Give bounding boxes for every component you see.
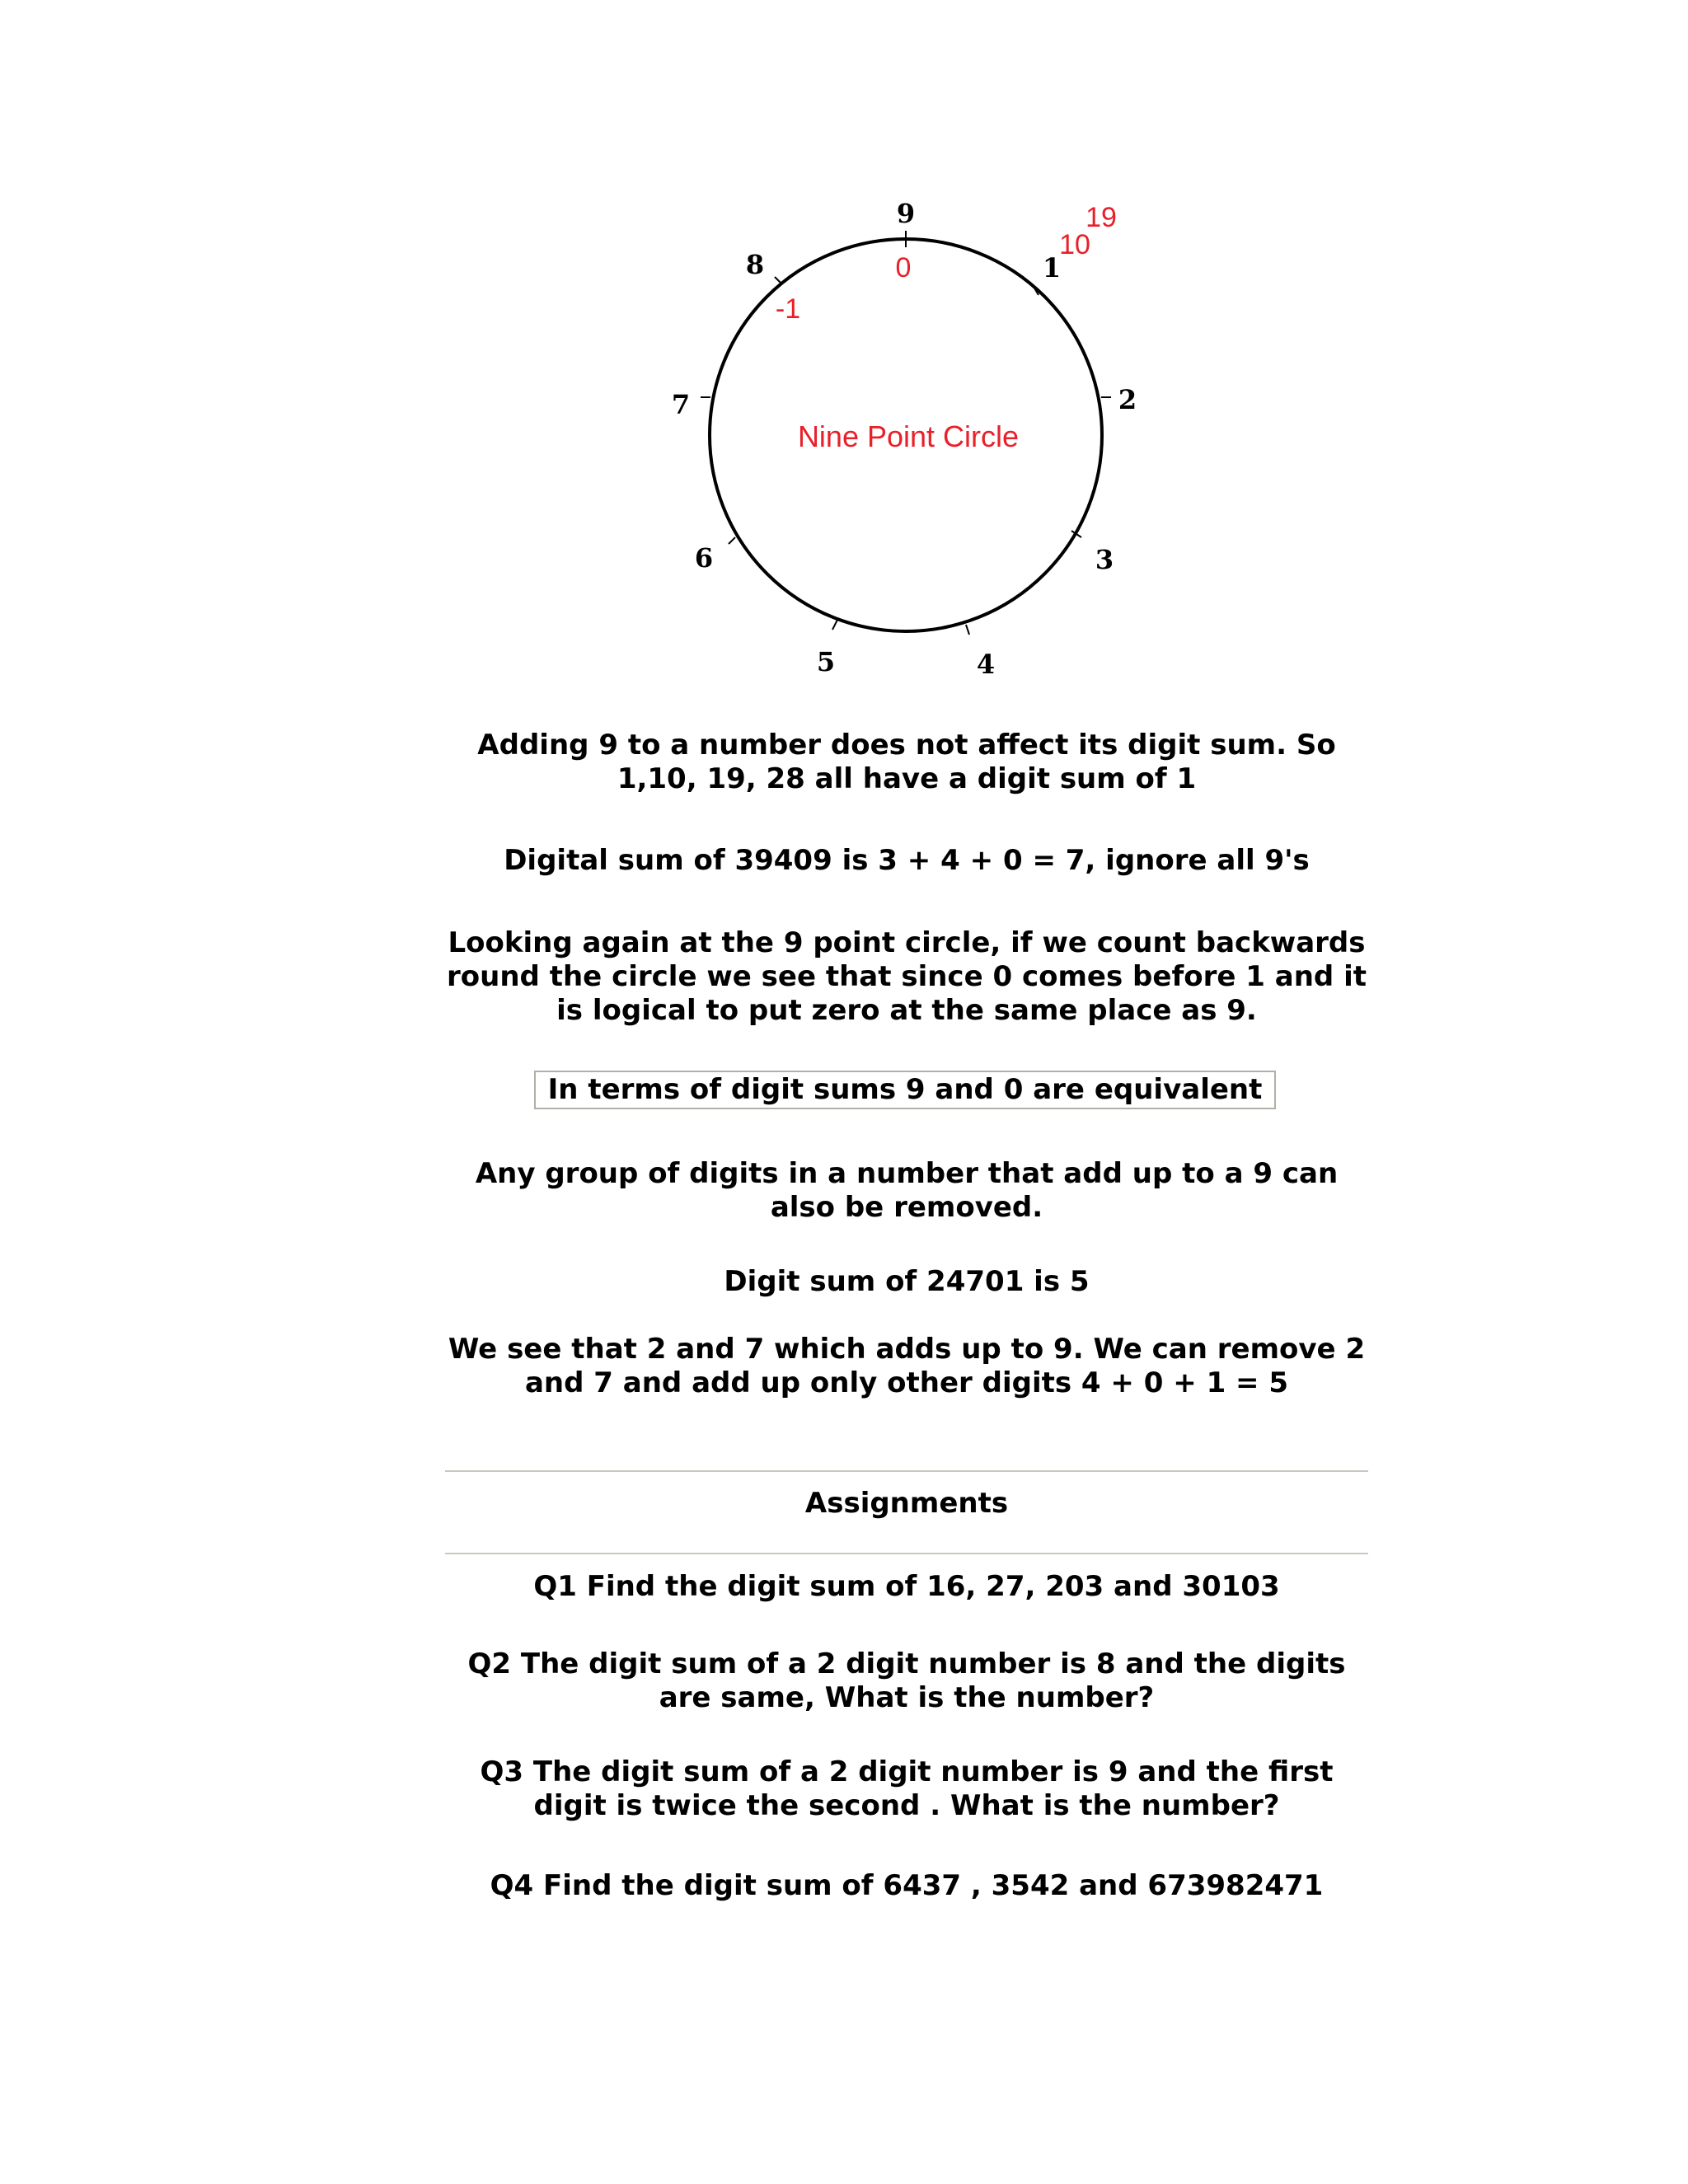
question-3: Q3 The digit sum of a 2 digit number is 9 and the first digit is twice the second . What is the number? bbox=[480, 1755, 1334, 1822]
divider-top bbox=[445, 1470, 1368, 1472]
tick-6 bbox=[729, 537, 735, 544]
label-9: 9 bbox=[896, 198, 916, 229]
label-red-10: 10 bbox=[1059, 229, 1090, 260]
paragraph-count-backwards: Looking again at the 9 point circle, if we count backwards round the circle we see that since 0 comes before 1 and it is logical to put zero at the same place as 9. bbox=[447, 926, 1367, 1027]
divider-bottom bbox=[445, 1553, 1368, 1554]
assignments-heading: Assignments bbox=[804, 1487, 1009, 1520]
question-2: Q2 The digit sum of a 2 digit number is 8 and the digits are same, What is the number? bbox=[467, 1647, 1346, 1714]
paragraph-digit-sum-24701: Digit sum of 24701 is 5 bbox=[724, 1265, 1090, 1298]
circle-title: Nine Point Circle bbox=[797, 419, 1020, 453]
label-red-0: 0 bbox=[895, 252, 912, 284]
label-red-minus-1: -1 bbox=[775, 293, 801, 325]
paragraph-group-removal: Any group of digits in a number that add up to a 9 can also be removed. bbox=[475, 1157, 1339, 1224]
tick-8 bbox=[775, 277, 781, 284]
paragraph-digit-sum-nine: Adding 9 to a number does not affect its digit sum. So 1,10, 19, 28 all have a digit sum of 1 bbox=[477, 729, 1336, 795]
label-7: 7 bbox=[671, 389, 691, 420]
label-6: 6 bbox=[694, 542, 714, 574]
nine-point-circle-svg bbox=[643, 181, 1170, 709]
boxed-statement: In terms of digit sums 9 and 0 are equivalent bbox=[534, 1071, 1276, 1109]
paragraph-digital-sum-example: Digital sum of 39409 is 3 + 4 + 0 = 7, ignore all 9's bbox=[504, 844, 1310, 877]
label-2: 2 bbox=[1118, 384, 1137, 415]
label-3: 3 bbox=[1095, 544, 1114, 575]
tick-4 bbox=[966, 625, 969, 635]
paragraph-remove-2-and-7: We see that 2 and 7 which adds up to 9. We can remove 2 and 7 and add up only other digits 4 + 0 + 1 = 5 bbox=[448, 1333, 1366, 1399]
label-4: 4 bbox=[976, 649, 996, 680]
label-5: 5 bbox=[816, 646, 836, 677]
question-1: Q1 Find the digit sum of 16, 27, 203 and 30103 bbox=[533, 1570, 1280, 1603]
question-4: Q4 Find the digit sum of 6437 , 3542 and 673982471 bbox=[490, 1869, 1324, 1902]
tick-5 bbox=[832, 620, 837, 630]
label-red-19: 19 bbox=[1085, 202, 1117, 233]
label-1: 1 bbox=[1042, 252, 1062, 284]
nine-point-circle-figure bbox=[643, 181, 1170, 709]
label-8: 8 bbox=[745, 249, 765, 280]
